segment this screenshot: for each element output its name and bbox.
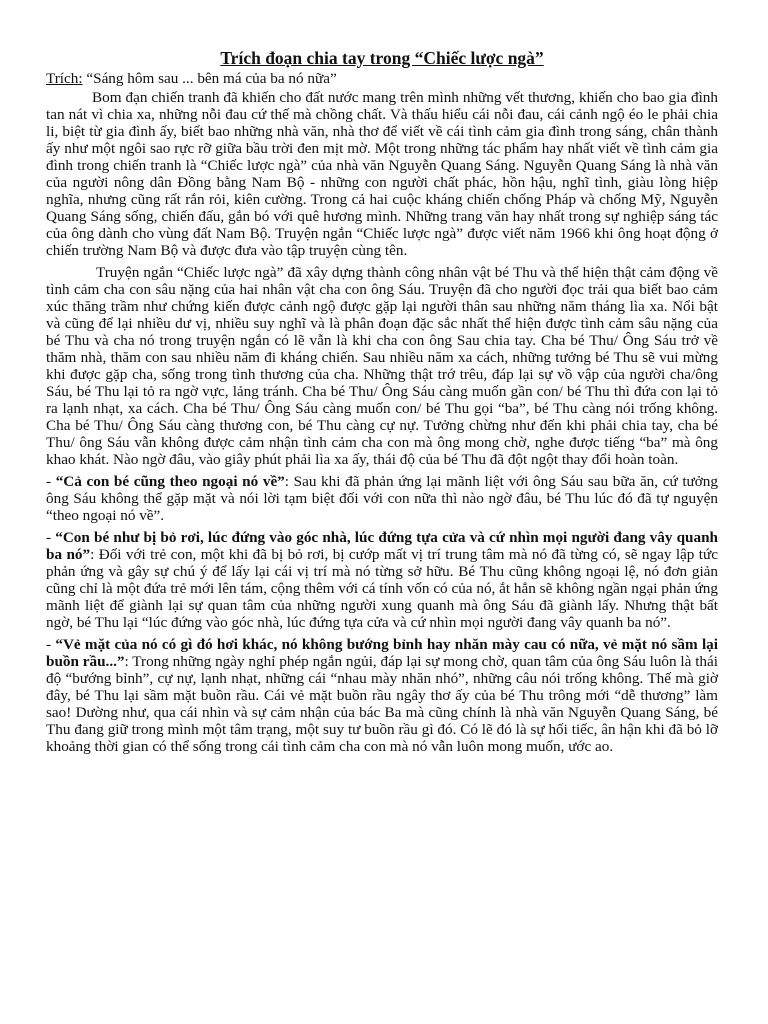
item-quote: “Cả con bé cũng theo ngoại nó về” (55, 473, 285, 490)
analysis-item-3 (46, 636, 718, 755)
analysis-item-1 (46, 473, 718, 524)
item-text: : Đối với trẻ con, một khi đã bị bỏ rơi, bị cướp mất vị trí trung tâm mà nó đã từng có, sẽ ngay lập tức phản ứng và gây sự chú ý để lấy lại cái vị trí mà nó từng sở hữu. Bé Thu cũng không ngoại lệ, nó đơn giản cũng chỉ là một đứa trẻ mới lên tám, cộng thêm với cá tính vốn có của nó, ắt hẳn sẽ không ngần ngại phản ứng mãnh liệt để giành lại sự quan tâm của những người xung quanh mà ông Sáu đã giành lấy. Nhưng thật bất ngờ, bé Thu lại “lúc đứng vào góc nhà, lúc đứng tựa cửa và cứ nhìn mọi người đang vây quanh ba nó”. (46, 546, 718, 631)
document-title: Trích đoạn chia tay trong “Chiếc lược ngà” (220, 48, 544, 68)
item-text: : Trong những ngày nghỉ phép ngắn ngủi, đáp lại sự mong chờ, quan tâm của ông Sáu luôn là thái độ “bướng bỉnh”, cự nự, lạnh nhạt, những cái “nhau mày nhăn nhó”, những câu nói trống không. Thế mà giờ đây, bé Thu lại sầm mặt buồn rầu. Cái vẻ mặt buồn rầu ngây thơ ấy của bé Thu trông mới “dễ thương” làm sao! Dường như, qua cái nhìn và sự cảm nhận của bác Ba mà cũng chính là nhà văn Nguyễn Quang Sáng, bé Thu đang giữ trong mình một tâm trạng, một suy tư buồn rầu gì đó. Có lẽ đó là sự hối tiếc, ân hận khi đã bỏ lỡ khoảng thời gian có thể sống trong cái tình cảm cha con mà nó vẫn luôn mong muốn, ước ao. (46, 653, 718, 755)
item-quote: “Vẻ mặt của nó có gì đó hơi khác, nó không bướng bỉnh hay nhăn mày cau có nữa, vẻ mặt nó sầm lại buồn rầu...” (46, 636, 718, 670)
analysis-item-2 (46, 529, 718, 631)
item-quote: “Con bé như bị bỏ rơi, lúc đứng vào góc nhà, lúc đứng tựa cửa và cứ nhìn mọi người đang vây quanh ba nó” (46, 529, 718, 563)
item-dash: - (46, 473, 56, 490)
excerpt-line (46, 70, 718, 87)
item-dash: - (46, 636, 56, 653)
item-dash: - (46, 529, 56, 546)
item-text: : Sau khi đã phản ứng lại mãnh liệt với ông Sáu sau bữa ăn, cứ tưởng ông Sáu không thể gặp mặt và nói lời tạm biệt đối với con nữa thì nào ngờ đâu, bé Thu lúc đó đã tự nguyện “theo ngoại nó về”. (46, 473, 718, 524)
intro-paragraph: Bom đạn chiến tranh đã khiến cho đất nước mang trên mình những vết thương, khiến cho bao gia đình tan nát vì chia xa, những nỗi đau cứ thế mà chồng chất. Và thấu hiểu cái nỗi đau, cái cảnh ngộ éo le phải chia li, biệt từ gia đình ấy, biết bao những nhà văn, nhà thơ để viết về cái tình cảm gia đình trong sáng, chân thành ấy như một ngôi sao rực rỡ giữa bầu trời đen mịt mờ. Một trong những tác phẩm hay nhất viết về tình cảm gia đình trong chiến tranh là “Chiếc lược ngà” của nhà văn Nguyễn Quang Sáng. Nguyễn Quang Sáng là nhà văn của người nông dân Đồng bằng Nam Bộ - những con người chất phác, hồn hậu, nghĩ tình, giàu lòng hiệp nghĩa, nhưng cũng rất rắn rỏi, kiên cường. Trong cả hai cuộc kháng chiến chống Pháp và chống Mỹ, Nguyễn Quang Sáng sống, chiến đấu, gắn bó với quê hương mình. Những trang văn hay nhất trong sự nghiệp sáng tác của ông dành cho vùng đất Nam Bộ. Truyện ngắn “Chiếc lược ngà” được viết năm 1966 khi ông hoạt động ở chiến trường Nam Bộ và được đưa vào tập truyện cùng tên. (46, 89, 718, 259)
excerpt-label: Trích: (46, 70, 83, 87)
summary-paragraph: Truyện ngắn “Chiếc lược ngà” đã xây dựng thành công nhân vật bé Thu và thể hiện thật cảm động về tình cảm cha con sâu nặng của hai nhân vật cha con ông Sáu. Truyện đã cho người đọc trải qua biết bao cảm xúc thăng trầm như chứng kiến được cảnh ngộ được gặp lại người thân sau những năm tháng lìa xa. Nổi bật và cũng để lại nhiều dư vị, nhiều suy nghĩ và là phân đoạn đặc sắc nhất thể hiện được tình cảm sâu nặng của bé Thu và cha nó trong truyện ngắn có lẽ vẫn là khi cha con ông Sau chia tay. Cha bé Thu/ Ông Sáu trở về thăm nhà, thăm con sau nhiều năm đi kháng chiến. Sau nhiều năm xa cách, những tưởng bé Thu sẽ vui mừng khi được gặp cha, sống trong tình thương của cha. Những thật trớ trêu, đáp lại sự vồ vập của người cha/ông Sáu, bé Thu lại tỏ ra ngờ vực, lảng tránh. Cha bé Thu/ Ông Sáu càng muốn gần con/ bé Thu thì đứa con lại tỏ ra lạnh nhạt, xa cách. Cha bé Thu/ Ông Sáu càng muốn con/ bé Thu gọi “ba”, bé Thu càng nói trống không. Cha bé Thu/ Ông Sáu càng thương con, bé Thu càng cự nự. Tưởng chừng như đến khi phải chia tay, cha bé Thu/ ông Sáu vẫn không được cảm nhận tình cảm cha con mà ông mong chờ, nghe được tiếng “ba” mà ông khao khát. Nào ngờ đâu, vào giây phút phải lìa xa ấy, thái độ của bé Thu đã đột ngột thay đổi hoàn toàn. (46, 264, 718, 468)
excerpt-text: “Sáng hôm sau ... bên má của ba nó nữa” (82, 70, 337, 87)
